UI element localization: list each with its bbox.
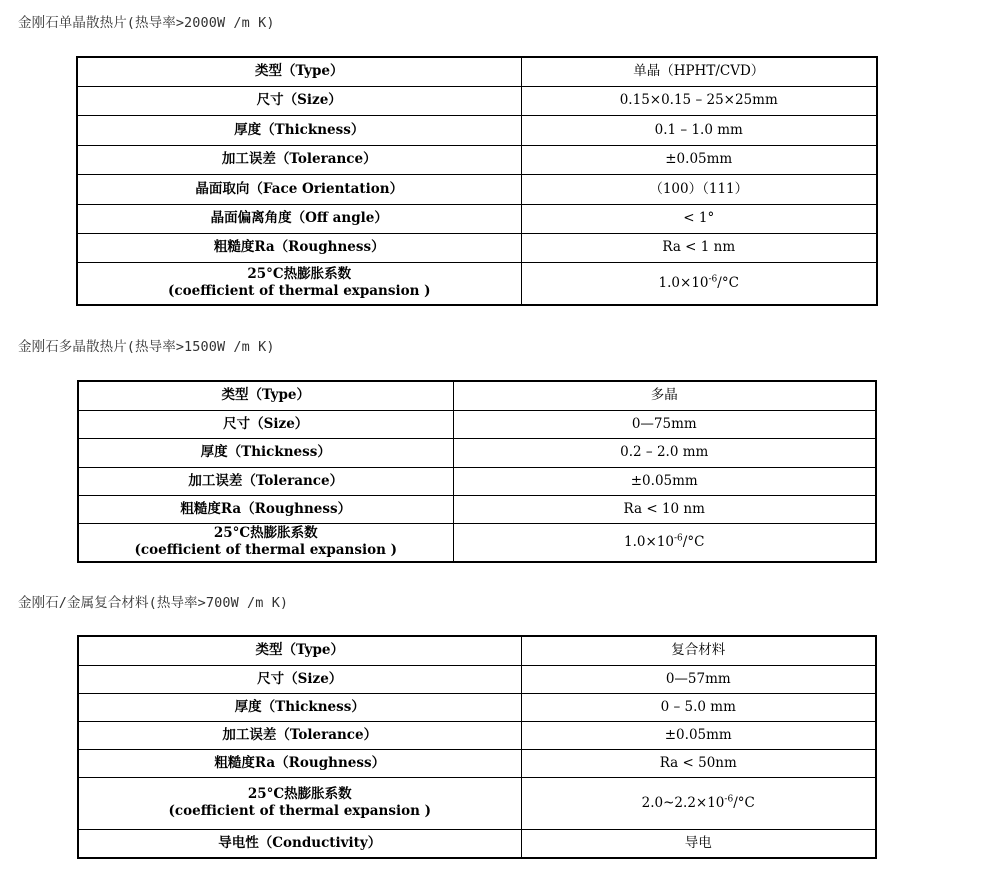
- table-row: [77, 233, 877, 262]
- row-value: 0.1 – 1.0 mm: [521, 115, 877, 145]
- row-key-line: 25°C热膨胀系数: [247, 786, 352, 802]
- row-value: （100）（111）: [521, 174, 877, 204]
- value-base: 1.0×10: [658, 274, 709, 291]
- table-row: [78, 749, 876, 777]
- value-base: 1.0×10: [624, 533, 675, 550]
- row-value: ±0.05mm: [453, 467, 876, 495]
- section-heading-composite: 金刚石/金属复合材料(热导率>700W /m K): [18, 595, 289, 611]
- table-row: [77, 145, 877, 174]
- row-value: 多晶: [453, 381, 876, 410]
- value-base: 2.0~2.2×10: [641, 794, 725, 811]
- row-key: 粗糙度Ra（Roughness）: [78, 495, 453, 523]
- table-row: [78, 693, 876, 721]
- value-exponent: -6: [708, 274, 718, 285]
- row-value: [521, 777, 876, 829]
- row-value: Ra < 10 nm: [453, 495, 876, 523]
- section-heading-polycrystal: 金刚石多晶散热片(热导率>1500W /m K): [18, 339, 275, 355]
- spec-table-composite: [77, 635, 877, 859]
- row-key: 尺寸（Size）: [78, 410, 453, 438]
- value-exponent: -6: [674, 533, 683, 544]
- row-key: 厚度（Thickness）: [77, 115, 521, 145]
- section-heading-single-crystal: 金刚石单晶散热片(热导率>2000W /m K): [18, 15, 275, 31]
- row-key: [78, 523, 453, 562]
- row-key: 加工误差（Tolerance）: [77, 145, 521, 174]
- spec-table-polycrystal: [77, 380, 877, 563]
- row-key: 粗糙度Ra（Roughness）: [78, 749, 521, 777]
- row-value: ±0.05mm: [521, 721, 876, 749]
- table-row: [78, 665, 876, 693]
- table-row: [78, 495, 876, 523]
- table-row: [78, 381, 876, 410]
- row-key: 厚度（Thickness）: [78, 693, 521, 721]
- row-key: 粗糙度Ra（Roughness）: [77, 233, 521, 262]
- row-key: 导电性（Conductivity）: [78, 829, 521, 858]
- row-value: < 1°: [521, 204, 877, 233]
- row-key: 加工误差（Tolerance）: [78, 467, 453, 495]
- row-value: [453, 523, 876, 562]
- row-key: 晶面取向（Face Orientation）: [77, 174, 521, 204]
- row-key: 尺寸（Size）: [78, 665, 521, 693]
- table-row: [78, 829, 876, 858]
- row-key-line: (coefficient of thermal expansion ): [168, 283, 431, 300]
- row-key: 晶面偏离角度（Off angle）: [77, 204, 521, 233]
- row-value: 0.15×0.15 – 25×25mm: [521, 86, 877, 115]
- row-value: 导电: [521, 829, 876, 858]
- value-unit: /°C: [733, 794, 755, 811]
- row-value: Ra < 50nm: [521, 749, 876, 777]
- row-key-line: 25°C热膨胀系数: [247, 266, 352, 283]
- spec-table-single-crystal: [76, 56, 878, 306]
- table-row: [77, 57, 877, 86]
- value-exponent: -6: [724, 794, 734, 804]
- row-key: 厚度（Thickness）: [78, 438, 453, 467]
- table-row: [78, 777, 876, 829]
- table-row: [77, 204, 877, 233]
- row-key-line: (coefficient of thermal expansion ): [134, 542, 397, 559]
- table-row: [78, 721, 876, 749]
- table-row: [78, 636, 876, 665]
- row-value: 单晶（HPHT/CVD）: [521, 57, 877, 86]
- table-row: [77, 174, 877, 204]
- value-unit: /°C: [717, 274, 739, 291]
- row-value: 复合材料: [521, 636, 876, 665]
- row-key: 尺寸（Size）: [77, 86, 521, 115]
- table-row: [77, 86, 877, 115]
- table-row: [77, 115, 877, 145]
- row-value: ±0.05mm: [521, 145, 877, 174]
- table-row: [78, 523, 876, 562]
- row-value: 0.2 – 2.0 mm: [453, 438, 876, 467]
- row-value: [521, 262, 877, 305]
- row-key: [78, 777, 521, 829]
- row-key: [77, 262, 521, 305]
- value-unit: /°C: [682, 533, 705, 550]
- row-key: 类型（Type）: [77, 57, 521, 86]
- table-row: [77, 262, 877, 305]
- row-key: 类型（Type）: [78, 381, 453, 410]
- row-key: 类型（Type）: [78, 636, 521, 665]
- table-row: [78, 410, 876, 438]
- row-value: 0—75mm: [453, 410, 876, 438]
- row-value: 0 – 5.0 mm: [521, 693, 876, 721]
- row-value: 0—57mm: [521, 665, 876, 693]
- row-key-line: (coefficient of thermal expansion ): [168, 803, 431, 819]
- table-row: [78, 438, 876, 467]
- row-key-line: 25°C热膨胀系数: [213, 525, 318, 542]
- table-row: [78, 467, 876, 495]
- row-value: Ra < 1 nm: [521, 233, 877, 262]
- row-key: 加工误差（Tolerance）: [78, 721, 521, 749]
